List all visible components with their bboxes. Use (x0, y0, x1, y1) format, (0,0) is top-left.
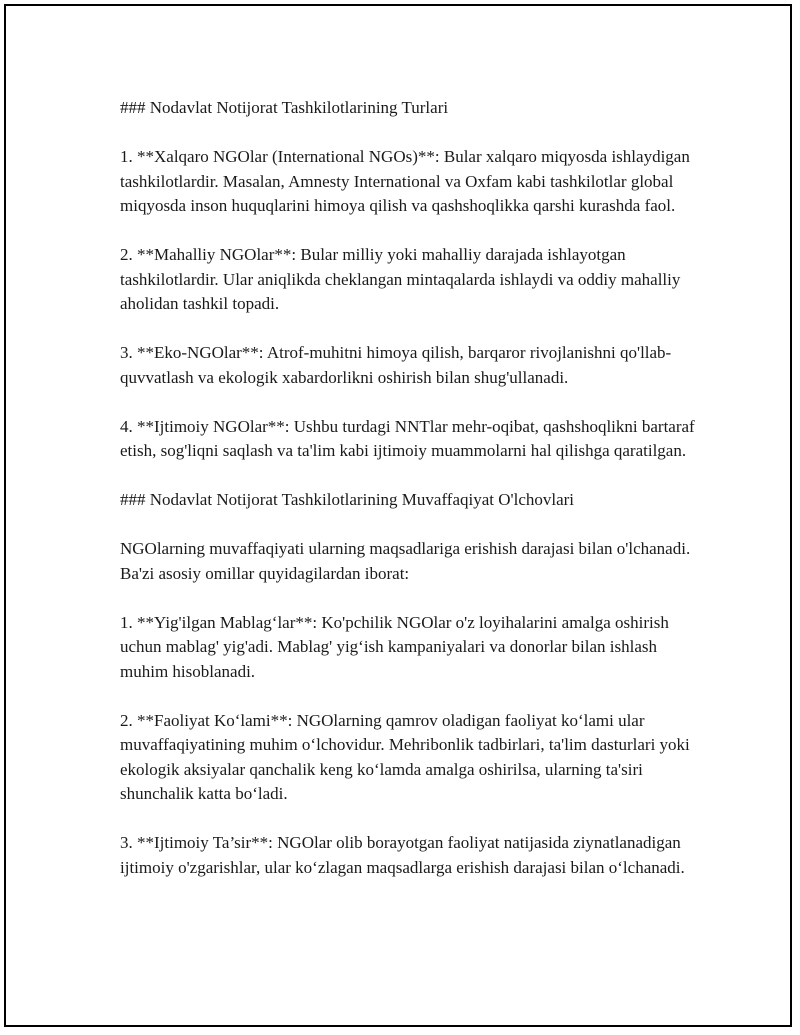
list-item-eco-ngos: 3. **Eko-NGOlar**: Atrof-muhitni himoya qilish, barqaror rivojlanishni qo'llab-quvvatlash va ekologik xabardorlikni oshirish bilan shug'ullanadi. (120, 343, 672, 387)
list-item-local-ngos: 2. **Mahalliy NGOlar**: Bular milliy yoki mahalliy darajada ishlayotgan tashkilotlardir. Ular aniqlikda cheklangan mintaqalarda ishlaydi va oddiy mahalliy aholidan tashkil topadi. (120, 245, 681, 313)
section-heading-success-measures: ### Nodavlat Notijorat Tashkilotlarining Muvaffaqiyat O'lchovlari (120, 490, 575, 509)
intro-paragraph: NGOlarning muvaffaqiyati ularning maqsadlariga erishish darajasi bilan o'lchanadi. Ba'zi asosiy omillar quyidagilardan iborat: (120, 539, 691, 583)
section-heading-types: ### Nodavlat Notijorat Tashkilotlarining Turlari (120, 98, 449, 117)
document-body (120, 96, 700, 905)
document-page (4, 4, 792, 1027)
list-item-social-ngos: 4. **Ijtimoiy NGOlar**: Ushbu turdagi NNTlar mehr-oqibat, qashshoqlikni bartaraf etish, sog'liqni saqlash va ta'lim kabi ijtimoiy muammolarni hal qilishga qaratilgan. (120, 416, 695, 460)
list-item-funds-raised: 1. **Yig'ilgan Mablag‘lar**: Ko'pchilik NGOlar o'z loyihalarini amalga oshirish uchun mablag' yig'adi. Mablag' yig‘ish kampaniyalari va donorlar bilan ishlash muhim hisoblanadi. (120, 612, 669, 681)
list-item-social-impact: 3. **Ijtimoiy Ta’sir**: NGOlar olib borayotgan faoliyat natijasida ziynatlanadigan ijtimoiy o'zgarishlar, ular ko‘zlagan maqsadlarga erishish darajasi bilan o‘lchanadi. (120, 833, 685, 877)
list-item-activity-scope: 2. **Faoliyat Ko‘lami**: NGOlarning qamrov oladigan faoliyat ko‘lami ular muvaffaqiyatining muhim o‘lchovidur. Mehribonlik tadbirlari, ta'lim dasturlari yoki ekologik aksiyalar qanchalik keng ko‘lamda amalga oshirilsa, ularning ta'siri shunchalik katta bo‘ladi. (120, 710, 690, 803)
list-item-international-ngos: 1. **Xalqaro NGOlar (International NGOs)**: Bular xalqaro miqyosda ishlaydigan tashkilotlardir. Masalan, Amnesty International va Oxfam kabi tashkilotlar global miqyosda inson huquqlarini himoya qilish va qashshoqlikka qarshi kurashda faol. (120, 147, 690, 215)
